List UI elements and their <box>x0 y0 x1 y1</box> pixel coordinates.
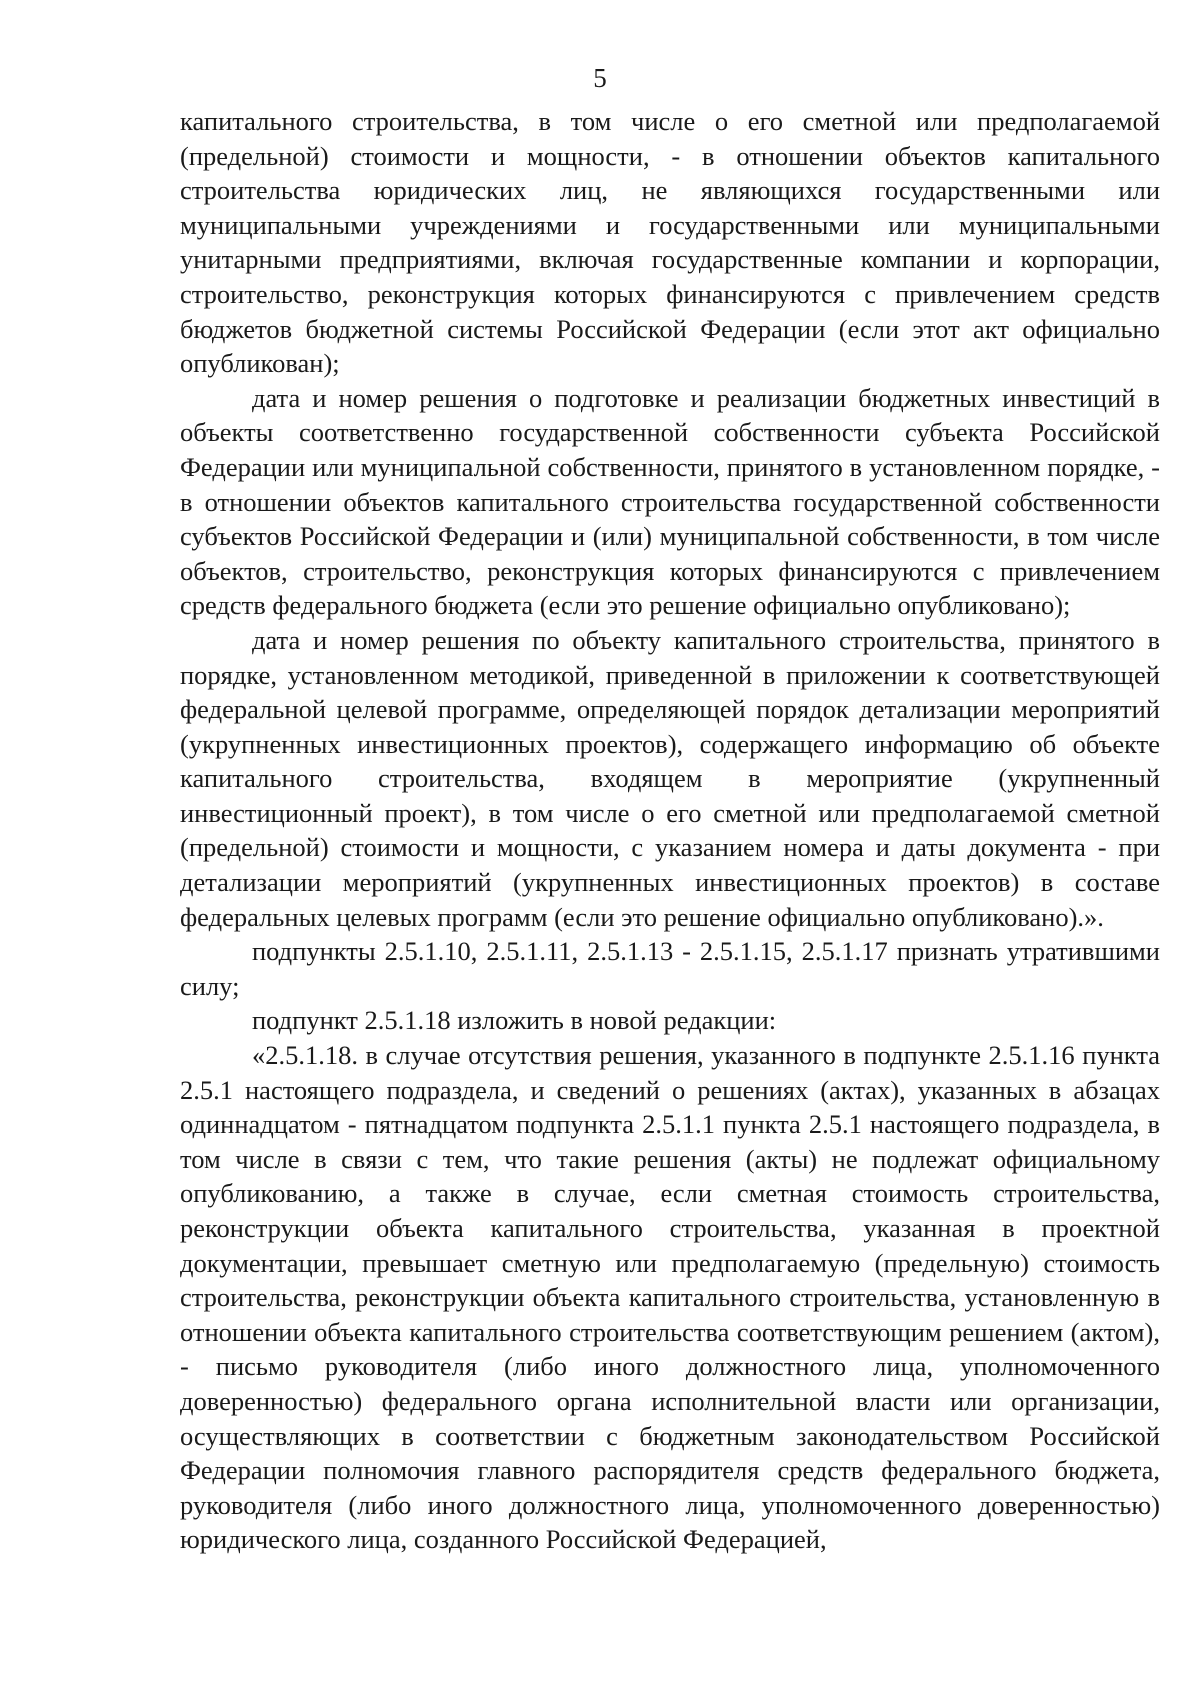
paragraph: подпункт 2.5.1.18 изложить в новой редакции: <box>252 1005 777 1036</box>
paragraph: дата и номер решения о подготовке и реализации бюджетных инвестиций в объекты соответственно государственной собственности субъекта Российской Федерации или муниципальной собственности, принятого в установленном порядке, - в отношении объектов капитального строительства государственной собственности субъектов Российской Федерации и (или) муниципальной собственности, в том числе объектов, строительство, реконструкция которых финансируются с привлечением средств федерального бюджета (если это решение официально опубликовано); <box>180 382 1160 621</box>
paragraph-continuation: капитального строительства, в том числе о его сметной или предполагаемой (предельной) стоимости и мощности, - в отношении объектов капитального строительства юридических лиц, не являющихся государственными или муниципальными учреждениями и государственными или муниципальными унитарными предприятиями, включая государственные компании и корпорации, строительство, реконструкция которых финансируются с привлечением средств бюджетов бюджетной системы Российской Федерации (если этот акт официально опубликован); <box>180 106 1160 379</box>
paragraph: «2.5.1.18. в случае отсутствия решения, указанного в подпункте 2.5.1.16 пункта 2.5.1 настоящего подраздела, и сведений о решениях (актах), указанных в абзацах одиннадцатом - пятнадцатом подпункта 2.5.1.1 пункта 2.5.1 настоящего подраздела, в том числе в связи с тем, что такие решения (акты) не подлежат официальному опубликованию, а также в случае, если сметная стоимость строительства, реконструкции объекта капитального строительства, указанная в проектной документации, превышает сметную или предполагаемую (предельную) стоимость строительства, реконструкции объекта капитального строительства, установленную в отношении объекта капитального строительства соответствующим решением (актом), - письмо руководителя (либо иного должностного лица, уполномоченного доверенностью) федерального органа исполнительной власти или организации, осуществляющих в соответствии с бюджетным законодательством Российской Федерации полномочия главного распорядителя средств федерального бюджета, руководителя (либо иного должностного лица, уполномоченного доверенностью) юридического лица, созданного Российской Федерацией, <box>180 1040 1160 1555</box>
paragraph: подпункты 2.5.1.10, 2.5.1.11, 2.5.1.13 - 2.5.1.15, 2.5.1.17 признать утратившими силу; <box>180 936 1160 1001</box>
document-body <box>180 104 1160 1557</box>
paragraph: дата и номер решения по объекту капитального строительства, принятого в порядке, установленном методикой, приведенной в приложении к соответствующей федеральной целевой программе, определяющей порядок детализации мероприятий (укрупненных инвестиционных проектов), содержащего информацию об объекте капитального строительства, входящем в мероприятие (укрупненный инвестиционный проект), в том числе о его сметной или предполагаемой сметной (предельной) стоимости и мощности, с указанием номера и даты документа - при детализации мероприятий (укрупненных инвестиционных проектов) в составе федеральных целевых программ (если это решение официально опубликовано).». <box>180 624 1160 932</box>
page-number: 5 <box>593 63 607 93</box>
